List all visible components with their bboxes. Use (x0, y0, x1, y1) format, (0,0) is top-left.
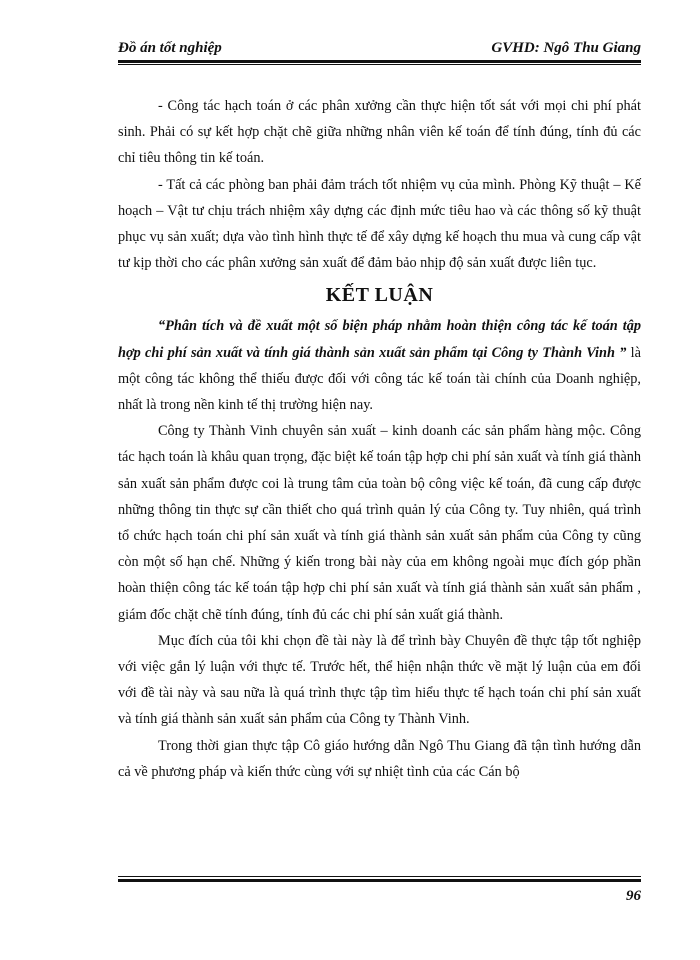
paragraph-purpose: Mục đích của tôi khi chọn đề tài này là để trình bày Chuyên đề thực tập tốt nghiệp với việc gắn lý luận với thực tế. Trước hết, thể hiện nhận thức về mặt lý luận của em đối với đề tài này và sau nữa là quá trình thực tập tìm hiểu thực tế hạch toán chi phí sản xuất và tính giá thành sản xuất sản phẩm của Công ty Thành Vinh. (118, 632, 641, 728)
header-document-type: Đồ án tốt nghiệp (118, 40, 222, 56)
topic-title: “Phân tích và đề xuất một số biện pháp nhằm hoàn thiện công tác kế toán tập hợp chi phí sản xuất và tính giá thành sản xuất sản phẩm tại Công ty Thành Vinh ” (118, 318, 641, 361)
page-number: 96 (626, 888, 641, 904)
paragraph-departments: - Tất cả các phòng ban phải đảm trách tốt nhiệm vụ của mình. Phòng Kỹ thuật – Kế hoạch – Vật tư chịu trách nhiệm xây dựng các định mức tiêu hao và các thông số kỹ thuật phục vụ sản xuất; dựa vào tình hình thực tế để xây dựng kế hoạch thu mua và cung cấp vật tư kịp thời cho các phân xưởng sản xuất để đảm bảo nhịp độ sản xuất được liên tục. (118, 176, 641, 272)
header-supervisor: GVHD: Ngô Thu Giang (491, 40, 641, 56)
paragraph-acknowledgement: Trong thời gian thực tập Cô giáo hướng dẫn Ngô Thu Giang đã tận tình hướng dẫn cả về phương pháp và kiến thức cùng với sự nhiệt tình của các Cán bộ (118, 737, 641, 780)
footer-rule-thick (118, 879, 641, 882)
paragraph-accounting-workshops: - Công tác hạch toán ở các phân xưởng cần thực hiện tốt sát với mọi chi phí phát sinh. Phải có sự kết hợp chặt chẽ giữa những nhân viên kế toán để tính đúng, tính đủ các chỉ tiêu thông tin kế toán. (118, 98, 641, 167)
paragraph-company-overview: Công ty Thành Vinh chuyên sản xuất – kinh doanh các sản phẩm hàng mộc. Công tác hạch toán là khâu quan trọng, đặc biệt kế toán tập hợp chi phí sản xuất và tính giá thành sản xuất sản phẩm được coi là trung tâm của toàn bộ công việc kế toán, đã cung cấp được những thông tin thực sự cần thiết cho quá trình quản lý của Công ty. Tuy nhiên, quá trình tổ chức hạch toán chi phí sản xuất và tính giá thành sản xuất sản phẩm của Công ty cũng còn một số hạn chế. Những ý kiến trong bài này của em không ngoài mục đích góp phần hoàn thiện công tác kế toán tập hợp chi phí sản xuất và tính giá thành sản xuất sản phẩm , giám đốc chặt chẽ tính đúng, tính đủ các chi phí sản xuất giá thành. (118, 423, 641, 623)
page-body (118, 93, 641, 785)
conclusion-heading: KẾT LUẬN (325, 284, 434, 307)
topic-statement-rest: là một công tác không thể thiếu được đối với công tác kế toán tài chính của Doanh nghiệp, nhất là trong nền kinh tế thị trường hiện nay. (118, 344, 641, 414)
page-header (118, 36, 641, 64)
paragraph-topic-statement (118, 313, 641, 418)
header-rule-thin (118, 64, 641, 65)
footer-rule-thin (118, 876, 641, 877)
header-rule-thick (118, 60, 641, 63)
